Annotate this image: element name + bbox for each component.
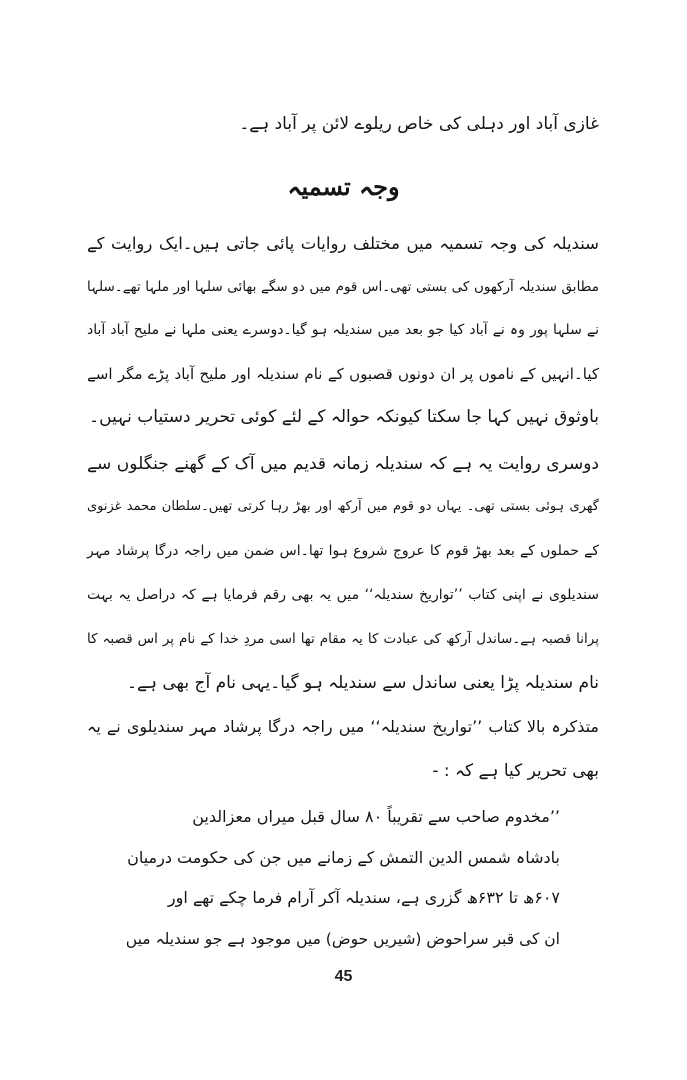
paragraph-line: نام سندیلہ پڑا یعنی ساندل سے سندیلہ ہو گیا۔یہی نام آج بھی ہے۔ xyxy=(127,673,599,693)
quote-line: ۶۰۷ھ تا ۶۳۲ھ گزری ہے، سندیلہ آکر آرام فرما چکے تھے اور xyxy=(167,888,560,907)
page-number: 45 xyxy=(334,968,353,985)
paragraph-line: پرانا قصبہ ہے۔ساندل آرکھ کی عبادت کا یہ مقام تھا اسی مردِ خدا کے نام پر اس قصبہ کا xyxy=(87,631,599,647)
quote-line: ’’مخدوم صاحب سے تقریباً ۸۰ سال قبل میراں معزالدین xyxy=(192,807,560,826)
paragraph-line: کیا۔انہیں کے ناموں پر ان دونوں قصبوں کے نام سندیلہ اور ملیح آباد پڑے مگر اسے xyxy=(87,365,599,383)
paragraph-line: نے سلہا پور وہ نے آباد کیا جو بعد میں سندیلہ ہو گیا۔دوسرے یعنی ملہا نے ملیح آباد آباد xyxy=(87,322,599,338)
paragraph-line: سندیلوی نے اپنی کتاب ’’تواریخ سندیلہ‘‘ میں یہ بھی رقم فرمایا ہے کہ دراصل یہ بہت xyxy=(87,587,599,603)
paragraph-line: دوسری روایت یہ ہے کہ سندیلہ زمانہ قدیم میں آک کے گھنے جنگلوں سے xyxy=(87,454,599,474)
paragraph-line: متذکرہ بالا کتاب ’’تواریخ سندیلہ‘‘ میں راجہ درگا پرشاد مہر سندیلوی نے یہ xyxy=(87,717,599,736)
paragraph-line: سندیلہ کی وجہ تسمیہ میں مختلف روایات پائی جاتی ہیں۔ایک روایت کے xyxy=(87,234,599,253)
paragraph-line: باوثوق نہیں کہا جا سکتا کیونکہ حوالہ کے لئے کوئی تحریر دستیاب نہیں۔ xyxy=(89,407,599,427)
paragraph-line: مطابق سندیلہ آرکھوں کی بستی تھی۔اس قوم میں دو سگے بھائی سلہا اور ملہا تھے۔سلہا xyxy=(87,279,599,295)
paragraph-line: بھی تحریر کیا ہے کہ : - xyxy=(432,761,599,781)
section-heading: وجہ تسمیہ xyxy=(287,172,400,201)
quote-line: بادشاہ شمس الدین التمش کے زمانے میں جن کی حکومت درمیان xyxy=(127,848,560,867)
paragraph-line: گھری ہوئی بستی تھی۔ یہاں دو قوم میں آرکھ اور بھڑ رہا کرتی تھیں۔سلطان محمد غزنوی xyxy=(87,499,599,514)
paragraph-line: کے حملوں کے بعد بھڑ قوم کا عروج شروع ہوا تھا۔اس ضمن میں راجہ درگا پرشاد مہر xyxy=(87,543,599,559)
intro-line: غازی آباد اور دہلی کی خاص ریلوے لائن پر آباد ہے۔ xyxy=(239,114,599,134)
quote-line: ان کی قبر سراحوض (شیریں حوض) میں موجود ہے جو سندیلہ میں xyxy=(125,930,560,948)
